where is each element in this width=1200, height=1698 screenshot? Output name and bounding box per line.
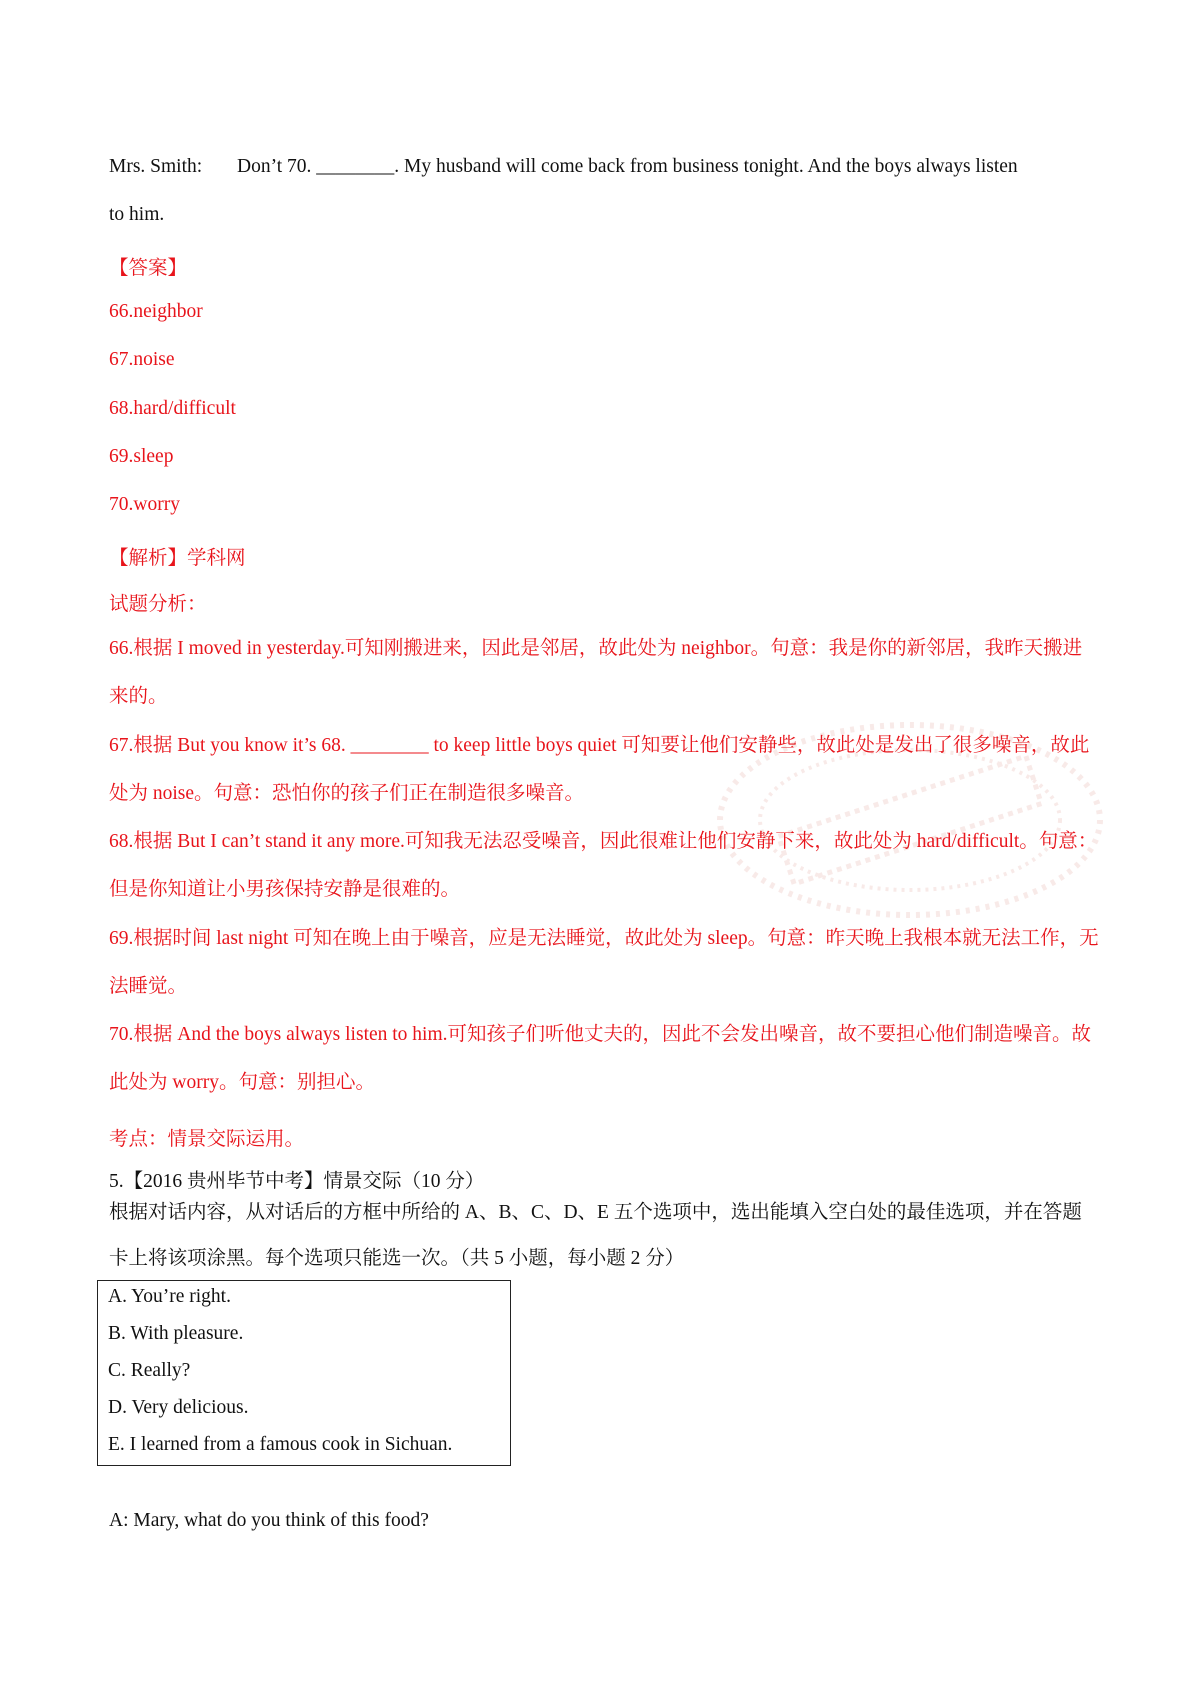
kaodian-line: 考点：情景交际运用。 — [109, 1129, 305, 1150]
analysis-heading: 【解析】学科网 — [109, 548, 246, 569]
dialogue-first-line: A: Mary, what do you think of this food? — [109, 1510, 429, 1531]
analysis-paragraph-67: 67.根据 But you know it’s 68. ________ to keep little boys quiet 可知要让他们安静些，故此处是发出了很多噪音，故此处为 noise。句意：恐怕你的孩子们正在制造很多噪音。 — [109, 735, 1090, 804]
option-e: E. I learned from a famous cook in Sichuan. — [108, 1434, 453, 1455]
analysis-subheading: 试题分析： — [109, 594, 207, 615]
answer-item: 70.worry — [109, 494, 180, 515]
analysis-paragraph-70: 70.根据 And the boys always listen to him.可知孩子们听他丈夫的，因此不会发出噪音，故不要担心他们制造噪音。故此处为 worry。句意：别担心。 — [109, 1024, 1092, 1093]
dialogue-continuation: to him. — [109, 204, 165, 225]
option-c: C. Really? — [108, 1360, 191, 1381]
speaker-label: Mrs. Smith: — [109, 156, 203, 177]
option-d: D. Very delicious. — [108, 1397, 249, 1418]
analysis-paragraph-68: 68.根据 But I can’t stand it any more.可知我无法忍受噪音，因此很难让他们安静下来，故此处为 hard/difficult。句意：但是你知道让小男孩保持安静是很难的。 — [109, 831, 1098, 900]
options-box — [97, 1280, 511, 1466]
analysis-paragraph-66: 66.根据 I moved in yesterday.可知刚搬进来，因此是邻居，故此处为 neighbor。句意：我是你的新邻居，我昨天搬进来的。 — [109, 638, 1083, 707]
answer-item: 68.hard/difficult — [109, 398, 236, 419]
question-instruction: 根据对话内容，从对话后的方框中所给的 A、B、C、D、E 五个选项中，选出能填入空白处的最佳选项，并在答题卡上将该项涂黑。每个选项只能选一次。（共 5 小题，每小题 2 分） — [109, 1202, 1082, 1269]
analysis-paragraph-69: 69.根据时间 last night 可知在晚上由于噪音，应是无法睡觉，故此处为 sleep。句意：昨天晚上我根本就无法工作，无法睡觉。 — [109, 928, 1099, 997]
option-b: B. With pleasure. — [108, 1323, 244, 1344]
question-title: 5.【2016 贵州毕节中考】情景交际（10 分） — [109, 1171, 485, 1192]
option-a: A. You’re right. — [108, 1286, 231, 1307]
dialogue-text: Don’t 70. ________. My husband will come back from business tonight. And the boys always listen — [237, 156, 1018, 177]
answer-heading: 【答案】 — [109, 258, 188, 279]
answer-item: 67.noise — [109, 349, 175, 370]
answer-item: 66.neighbor — [109, 301, 203, 322]
dialogue-line — [109, 156, 1018, 178]
answer-item: 69.sleep — [109, 446, 174, 467]
